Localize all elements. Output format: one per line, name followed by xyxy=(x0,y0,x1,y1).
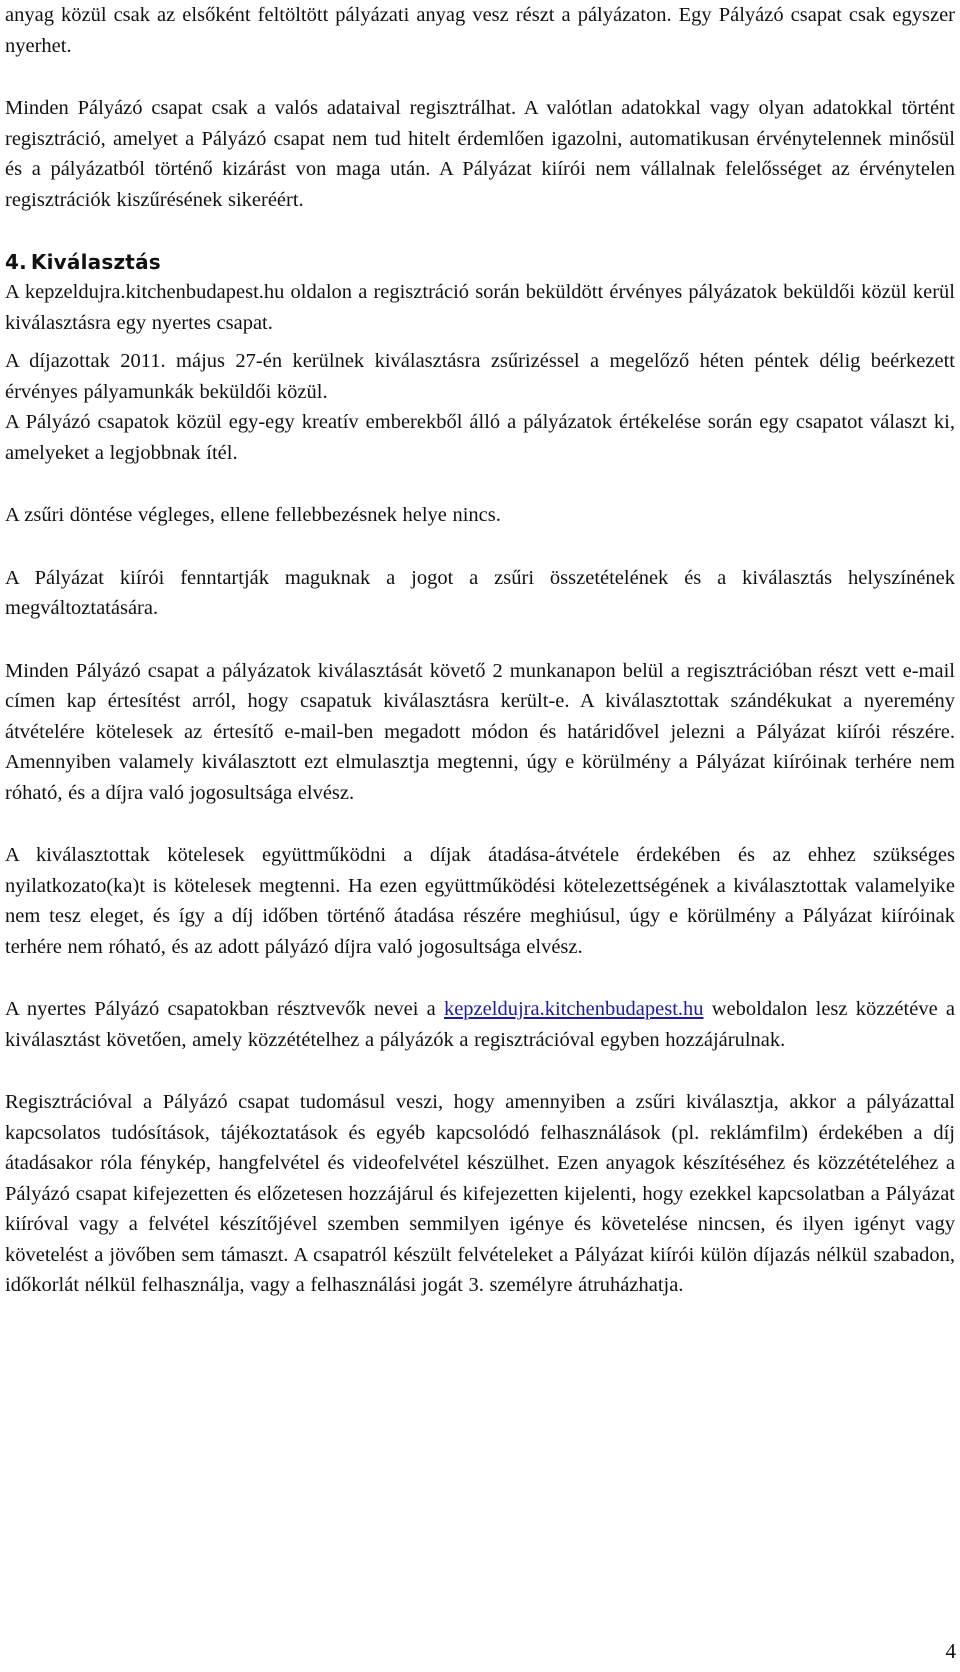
website-link[interactable]: kepzeldujra.kitchenbudapest.hu xyxy=(443,998,704,1020)
paragraph-notification: Minden Pályázó csapat a pályázatok kiválasztását követő 2 munkanapon belül a regisztrációban részt vett e-mail címen kap értesítést arról, hogy csapatuk kiválasztásra került-e. A kiválasztottak szándékukat a nyeremény átvételére kötelesek az értesítő e-mail-ben megadott módon és határidővel jelezni a Pályázat kiírói részére. Amennyiben valamely kiválasztott ezt elmulasztja megtenni, úgy e körülmény a Pályázat kiíróinak terhére nem róható, és a díjra való jogosultsága elvész. xyxy=(5,659,955,804)
paragraph-winners-publication xyxy=(5,994,955,1055)
paragraph-jury-selection: A Pályázó csapatok közül egy-egy kreatív emberekből álló a pályázatok értékelése során egy csapatot választ ki, amelyeket a legjobbnak ítél. xyxy=(5,411,955,464)
paragraph-registration-validity: Minden Pályázó csapat csak a valós adataival regisztrálhat. A valótlan adatokkal vagy olyan adatokkal történt regisztráció, amelyet a Pályázó csapat nem tud hitelt érdemlően igazolni, automatikusan érvénytelennek minősül és a pályázatból történő kizárást von maga után. A Pályázat kiírói nem vállalnak felelősséget az érvénytelen regisztrációk kiszűrésének sikeréért. xyxy=(5,97,955,211)
publication-text-start: A nyertes Pályázó csapatokban résztvevők nevei a xyxy=(5,998,444,1020)
paragraph-jury-final: A zsűri döntése végleges, ellene fellebbezésnek helye nincs. xyxy=(5,504,501,526)
paragraph-entry-limit: anyag közül csak az elsőként feltöltött pályázati anyag vesz részt a pályázaton. Egy Pályázó csapat csak egyszer nyerhet. xyxy=(5,4,955,57)
section-heading xyxy=(5,247,955,277)
section-title: Kiválasztás xyxy=(30,250,161,274)
paragraph-media-consent: Regisztrációval a Pályázó csapat tudomásul veszi, hogy amennyiben a zsűri kiválasztja, akkor a pályázattal kapcsolatos tudósítások, tájékoztatások és egyéb kapcsolódó felhasználások (pl. reklámfilm) érdekében a díj átadásakor róla fénykép, hangfelvétel és videofelvétel készülhet. Ezen anyagok készítéséhez és közzétételéhez a Pályázó csapat kifejezetten és előzetesen hozzájárul és kifejezetten kijelenti, hogy ezekkel kapcsolatban a Pályázat kiíróval vagy a felvétel készítőjével szemben semmilyen igénye és követelése nincsen, és ilyen igényt vagy követelést a jövőben sem támaszt. A csapatról készült felvételeket a Pályázat kiírói külön díjazás nélkül szabadon, időkorlát nélkül felhasználja, vagy a felhasználási jogát 3. személyre átruházhatja. xyxy=(5,1091,955,1296)
document-page xyxy=(5,0,955,1301)
paragraph-selection-date: A díjazottak 2011. május 27-én kerülnek kiválasztásra zsűrizéssel a megelőző héten péntek délig beérkezett érvényes pályamunkák beküldői közül. xyxy=(5,350,955,403)
publication-text-end: weboldalon lesz közzétéve a kiválasztást követően, amely közzétételhez a pályázók a regisztrációval egyben hozzájárulnak. xyxy=(5,998,955,1051)
paragraph-selection-source: A kepzeldujra.kitchenbudapest.hu oldalon a regisztráció során beküldött érvényes pályázatok beküldői közül kerül kiválasztásra egy nyertes csapat. xyxy=(5,281,955,334)
page-number: 4 xyxy=(945,1639,956,1663)
paragraph-jury-change-right: A Pályázat kiírói fenntartják maguknak a jogot a zsűri összetételének és a kiválasztás helyszínének megváltoztatására. xyxy=(5,566,955,619)
section-number: 4. xyxy=(5,250,27,274)
paragraph-cooperation: A kiválasztottak kötelesek együttműködni a díjak átadása-átvétele érdekében és az ehhez szükséges nyilatkozato(ka)t is kötelesek megtenni. Ha ezen együttműködési kötelezettségének a kiválasztottak valamelyike nem tesz eleget, és így a díj időben történő átadása részére meghiúsul, úgy e körülmény a Pályázat kiíróinak terhére nem róható, és az adott pályázó díjra való jogosultsága elvész. xyxy=(5,844,955,958)
